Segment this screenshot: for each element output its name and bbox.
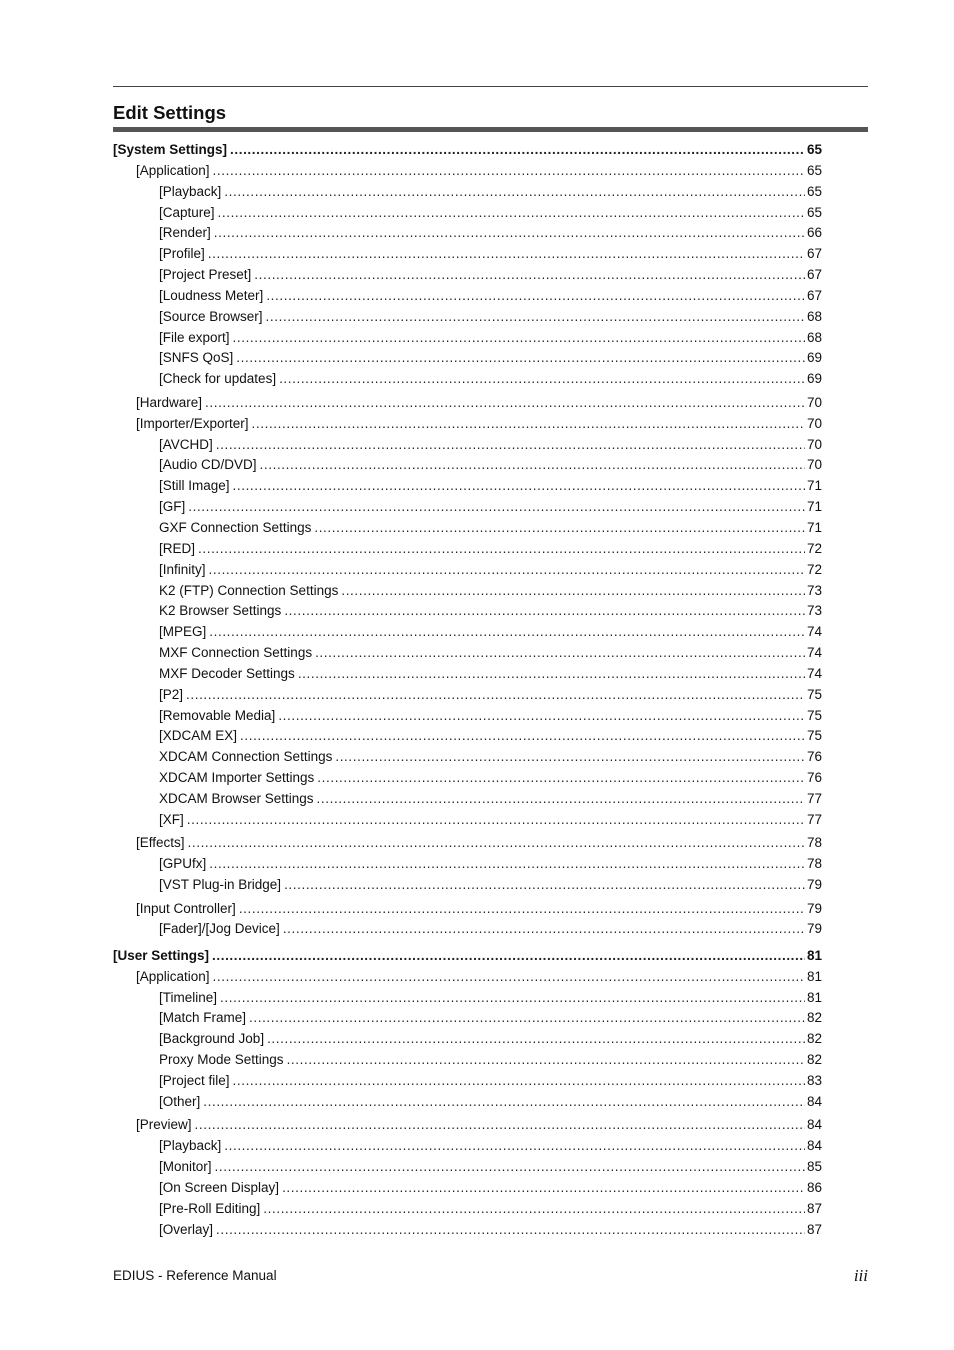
- toc-entry[interactable]: [159, 519, 822, 537]
- toc-entry-title: [Effects]: [136, 835, 185, 850]
- toc-entry-title: XDCAM Connection Settings: [159, 749, 333, 764]
- toc-page-number: 83: [806, 1073, 822, 1088]
- toc-entry-title: [Render]: [159, 225, 211, 240]
- toc-page-number: 78: [806, 835, 822, 850]
- toc-page-number: 68: [806, 309, 822, 324]
- toc-entry-title: [Background Job]: [159, 1031, 265, 1046]
- dot-leader: [278, 707, 805, 725]
- dot-leader: [260, 456, 805, 474]
- toc-entry-title: K2 Browser Settings: [159, 603, 282, 618]
- toc-entry[interactable]: [159, 707, 822, 725]
- toc-entry-title: [Removable Media]: [159, 708, 276, 723]
- toc-entry-title: [Infinity]: [159, 562, 206, 577]
- toc-page-number: 69: [806, 371, 822, 386]
- toc-entry-title: [Importer/Exporter]: [136, 416, 249, 431]
- toc-entry-title: [User Settings]: [113, 948, 210, 963]
- toc-entry-title: [Overlay]: [159, 1222, 214, 1237]
- toc-entry-title: [Application]: [136, 163, 210, 178]
- dot-leader: [341, 582, 805, 600]
- dot-leader: [266, 308, 805, 326]
- toc-entry[interactable]: [159, 1051, 822, 1069]
- dot-leader: [188, 498, 805, 516]
- toc-page-number: 82: [806, 1031, 822, 1046]
- toc-page-number: 86: [806, 1180, 822, 1195]
- toc-page-number: 67: [806, 267, 822, 282]
- toc-page-number: 81: [806, 969, 822, 984]
- dot-leader: [317, 769, 805, 787]
- dot-leader: [195, 1116, 805, 1134]
- dot-leader: [284, 876, 805, 894]
- toc-page-number: 65: [806, 142, 822, 157]
- toc-entry-title: [XDCAM EX]: [159, 728, 238, 743]
- toc-entry-title: [Preview]: [136, 1117, 192, 1132]
- dot-leader: [209, 561, 805, 579]
- toc-entry[interactable]: [159, 266, 822, 284]
- toc-entry[interactable]: [159, 582, 822, 600]
- toc-page-number: 82: [806, 1010, 822, 1025]
- toc-entry-title: [MPEG]: [159, 624, 207, 639]
- toc-page-number: 79: [806, 877, 822, 892]
- toc-entry-title: Proxy Mode Settings: [159, 1052, 284, 1067]
- dot-leader: [287, 1051, 805, 1069]
- footer-manual-title: EDIUS - Reference Manual: [113, 1268, 277, 1283]
- toc-page-number: 84: [806, 1117, 822, 1132]
- dot-leader: [224, 1137, 805, 1155]
- toc-entry[interactable]: [159, 920, 822, 938]
- toc-entry-title: [Source Browser]: [159, 309, 263, 324]
- dot-leader: [317, 790, 805, 808]
- toc-page-number: 79: [806, 901, 822, 916]
- toc-entry[interactable]: [159, 561, 822, 579]
- toc-entry[interactable]: [159, 686, 822, 704]
- dot-leader: [282, 1179, 805, 1197]
- toc-page-number: 71: [806, 478, 822, 493]
- toc-page-number: 67: [806, 288, 822, 303]
- toc-entry[interactable]: [159, 370, 822, 388]
- toc-entry[interactable]: [159, 349, 822, 367]
- toc-entry-title: [System Settings]: [113, 142, 228, 157]
- toc-section-entry[interactable]: [113, 947, 822, 965]
- toc-page-number: 85: [806, 1159, 822, 1174]
- toc-page-number: 72: [806, 541, 822, 556]
- toc-page-number: 72: [806, 562, 822, 577]
- toc-page-number: 82: [806, 1052, 822, 1067]
- toc-page-number: 71: [806, 499, 822, 514]
- toc-entry-title: [Timeline]: [159, 990, 218, 1005]
- toc-entry[interactable]: [159, 287, 822, 305]
- toc-page-number: 65: [806, 163, 822, 178]
- toc-entry-title: [File export]: [159, 330, 230, 345]
- toc-entry-title: XDCAM Browser Settings: [159, 791, 314, 806]
- dot-leader: [239, 900, 805, 918]
- toc-entry[interactable]: [159, 436, 822, 454]
- toc-entry-title: [Playback]: [159, 1138, 222, 1153]
- toc-entry[interactable]: [159, 811, 822, 829]
- toc-entry-title: [Audio CD/DVD]: [159, 457, 257, 472]
- toc-entry[interactable]: [159, 1009, 822, 1027]
- toc-entry-title: [Project file]: [159, 1073, 230, 1088]
- toc-entry[interactable]: [159, 727, 822, 745]
- toc-entry[interactable]: [159, 329, 822, 347]
- toc-page-number: 77: [806, 791, 822, 806]
- toc-entry[interactable]: [159, 1137, 822, 1155]
- toc-page-number: 66: [806, 225, 822, 240]
- toc-entry[interactable]: [159, 308, 822, 326]
- toc-entry[interactable]: [159, 498, 822, 516]
- dot-leader: [212, 947, 805, 965]
- toc-page-number: 75: [806, 708, 822, 723]
- toc-entry-title: [On Screen Display]: [159, 1180, 280, 1195]
- toc-entry[interactable]: [159, 855, 822, 873]
- toc-entry-title: [Input Controller]: [136, 901, 236, 916]
- dot-leader: [315, 644, 805, 662]
- toc-page-number: 81: [806, 948, 822, 963]
- toc-entry[interactable]: [159, 769, 822, 787]
- toc-entry[interactable]: [159, 876, 822, 894]
- dot-leader: [335, 748, 805, 766]
- dot-leader: [249, 1009, 805, 1027]
- toc-entry-title: [XF]: [159, 812, 184, 827]
- dot-leader: [233, 1072, 805, 1090]
- dot-leader: [233, 477, 805, 495]
- toc-page-number: 81: [806, 990, 822, 1005]
- dot-leader: [236, 349, 805, 367]
- dot-leader: [254, 266, 805, 284]
- dot-leader: [240, 727, 805, 745]
- dot-leader: [208, 245, 805, 263]
- toc-page-number: 87: [806, 1222, 822, 1237]
- toc-entry[interactable]: [159, 1221, 822, 1239]
- dot-leader: [213, 162, 805, 180]
- toc-entry-title: MXF Connection Settings: [159, 645, 313, 660]
- toc-entry[interactable]: [159, 790, 822, 808]
- section-heading: Edit Settings: [113, 102, 227, 123]
- dot-leader: [209, 623, 805, 641]
- toc-page-number: 69: [806, 350, 822, 365]
- dot-leader: [266, 287, 805, 305]
- dot-leader: [203, 1093, 805, 1111]
- toc-entry-title: [Monitor]: [159, 1159, 212, 1174]
- toc-page-number: 87: [806, 1201, 822, 1216]
- toc-entry[interactable]: [159, 644, 822, 662]
- dot-leader: [186, 686, 805, 704]
- toc-entry[interactable]: [159, 1093, 822, 1111]
- toc-page-number: 79: [806, 921, 822, 936]
- toc-group-entry[interactable]: [136, 415, 822, 433]
- top-rule: [113, 86, 868, 87]
- toc-entry[interactable]: [159, 540, 822, 558]
- dot-leader: [215, 1158, 805, 1176]
- dot-leader: [224, 183, 805, 201]
- toc-page-number: 65: [806, 184, 822, 199]
- toc-entry-title: MXF Decoder Settings: [159, 666, 295, 681]
- toc-entry-title: [Other]: [159, 1094, 201, 1109]
- toc-entry[interactable]: [159, 748, 822, 766]
- toc-entry[interactable]: [159, 1179, 822, 1197]
- toc-entry-title: [RED]: [159, 541, 196, 556]
- dot-leader: [284, 602, 805, 620]
- toc-entry-title: [Profile]: [159, 246, 205, 261]
- toc-entry-title: K2 (FTP) Connection Settings: [159, 583, 339, 598]
- toc-page-number: 84: [806, 1138, 822, 1153]
- toc-entry-title: [Capture]: [159, 205, 215, 220]
- dot-leader: [216, 1221, 805, 1239]
- toc-page-number: 74: [806, 666, 822, 681]
- toc-page-number: 77: [806, 812, 822, 827]
- toc-entry-title: [Check for updates]: [159, 371, 277, 386]
- toc-entry-title: [AVCHD]: [159, 437, 213, 452]
- toc-group-entry[interactable]: [136, 834, 822, 852]
- dot-leader: [218, 204, 805, 222]
- toc-page-number: 70: [806, 395, 822, 410]
- dot-leader: [198, 540, 805, 558]
- toc-section-entry[interactable]: [113, 141, 822, 159]
- toc-entry[interactable]: [159, 1072, 822, 1090]
- footer-page-number: iii: [853, 1266, 868, 1285]
- dot-leader: [298, 665, 805, 683]
- toc-entry[interactable]: [159, 456, 822, 474]
- toc-page-number: 73: [806, 603, 822, 618]
- toc-page-number: 73: [806, 583, 822, 598]
- toc-page-number: 68: [806, 330, 822, 345]
- toc-page-number: 70: [806, 457, 822, 472]
- dot-leader: [267, 1030, 805, 1048]
- dot-leader: [220, 989, 805, 1007]
- toc-group-entry[interactable]: [136, 968, 822, 986]
- toc-entry[interactable]: [159, 224, 822, 242]
- toc-entry[interactable]: [159, 204, 822, 222]
- toc-page-number: 76: [806, 749, 822, 764]
- toc-entry-title: [P2]: [159, 687, 184, 702]
- toc-entry-title: [VST Plug-in Bridge]: [159, 877, 282, 892]
- dot-leader: [230, 141, 805, 159]
- dot-leader: [188, 834, 805, 852]
- toc-page-number: 74: [806, 624, 822, 639]
- toc-page-number: 76: [806, 770, 822, 785]
- toc-entry[interactable]: [159, 989, 822, 1007]
- toc-group-entry[interactable]: [136, 900, 822, 918]
- dot-leader: [263, 1200, 805, 1218]
- dot-leader: [187, 811, 805, 829]
- dot-leader: [213, 968, 805, 986]
- toc-entry-title: [Hardware]: [136, 395, 203, 410]
- toc-entry[interactable]: [159, 1158, 822, 1176]
- toc-entry-title: [Application]: [136, 969, 210, 984]
- dot-leader: [216, 436, 805, 454]
- toc-entry[interactable]: [159, 623, 822, 641]
- toc-group-entry[interactable]: [136, 162, 822, 180]
- toc-page-number: 78: [806, 856, 822, 871]
- dot-leader: [233, 329, 805, 347]
- dot-leader: [283, 920, 805, 938]
- toc-page-number: 67: [806, 246, 822, 261]
- toc-entry-title: [GF]: [159, 499, 186, 514]
- toc-entry-title: [Playback]: [159, 184, 222, 199]
- toc-entry[interactable]: [159, 665, 822, 683]
- toc-entry-title: GXF Connection Settings: [159, 520, 312, 535]
- toc-page-number: 70: [806, 416, 822, 431]
- toc-entry-title: [Match Frame]: [159, 1010, 247, 1025]
- toc-entry-title: [Fader]/[Jog Device]: [159, 921, 280, 936]
- toc-page-number: 75: [806, 728, 822, 743]
- toc-entry[interactable]: [159, 477, 822, 495]
- toc-entry-title: [Still Image]: [159, 478, 230, 493]
- toc-entry-title: [Project Preset]: [159, 267, 252, 282]
- toc-page-number: 65: [806, 205, 822, 220]
- dot-leader: [279, 370, 805, 388]
- toc-entry-title: [Loudness Meter]: [159, 288, 264, 303]
- toc-entry[interactable]: [159, 1200, 822, 1218]
- toc-page-number: 71: [806, 520, 822, 535]
- toc-entry[interactable]: [159, 1030, 822, 1048]
- heading-underline: [113, 127, 868, 132]
- toc-page-number: 74: [806, 645, 822, 660]
- toc-page-number: 75: [806, 687, 822, 702]
- toc-group-entry[interactable]: [136, 394, 822, 412]
- toc-entry[interactable]: [159, 602, 822, 620]
- dot-leader: [252, 415, 805, 433]
- toc-entry-title: [GPUfx]: [159, 856, 207, 871]
- toc-entry-title: XDCAM Importer Settings: [159, 770, 315, 785]
- toc-page-number: 84: [806, 1094, 822, 1109]
- toc-page-number: 70: [806, 437, 822, 452]
- dot-leader: [205, 394, 805, 412]
- toc-group-entry[interactable]: [136, 1116, 822, 1134]
- toc-entry-title: [Pre-Roll Editing]: [159, 1201, 261, 1216]
- toc-entry-title: [SNFS QoS]: [159, 350, 234, 365]
- dot-leader: [209, 855, 805, 873]
- toc-entry[interactable]: [159, 183, 822, 201]
- toc-entry[interactable]: [159, 245, 822, 263]
- dot-leader: [314, 519, 805, 537]
- dot-leader: [214, 224, 805, 242]
